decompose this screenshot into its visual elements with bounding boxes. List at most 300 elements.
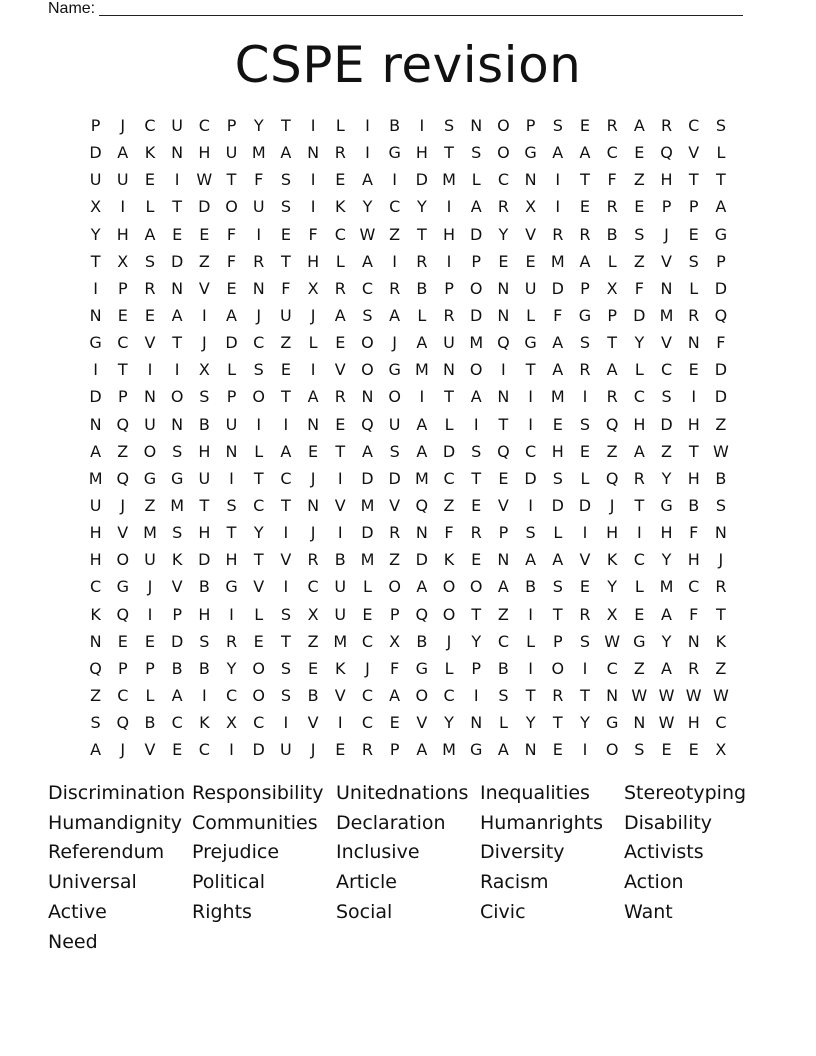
grid-letter[interactable]: B (497, 658, 509, 678)
grid-letter[interactable]: U (334, 577, 347, 597)
grid-letter[interactable]: A (361, 251, 373, 271)
grid-letter[interactable]: T (471, 604, 482, 624)
grid-letter[interactable]: O (252, 686, 266, 706)
grid-letter[interactable]: S (144, 251, 156, 271)
grid-letter[interactable]: Q (116, 468, 130, 488)
grid-letter[interactable]: Z (389, 550, 401, 570)
grid-letter[interactable]: D (252, 740, 265, 760)
grid-letter[interactable]: Z (715, 414, 727, 434)
grid-letter[interactable]: V (198, 278, 210, 298)
grid-letter[interactable]: T (716, 170, 726, 190)
grid-letter[interactable]: C (117, 333, 129, 353)
grid-letter[interactable]: L (145, 197, 155, 217)
grid-letter[interactable]: C (525, 441, 537, 461)
grid-letter[interactable]: I (582, 740, 588, 760)
grid-letter[interactable]: L (254, 604, 264, 624)
grid-letter[interactable]: Z (144, 496, 156, 516)
grid-letter[interactable]: Y (525, 713, 536, 733)
grid-letter[interactable]: B (198, 658, 210, 678)
grid-letter[interactable]: E (634, 197, 645, 217)
grid-letter[interactable]: S (172, 441, 183, 461)
grid-letter[interactable]: W (631, 686, 648, 706)
grid-letter[interactable]: I (419, 387, 425, 407)
grid-letter[interactable]: F (226, 251, 237, 271)
grid-letter[interactable]: A (497, 740, 509, 760)
grid-letter[interactable]: N (171, 414, 184, 434)
grid-letter[interactable]: W (658, 713, 675, 733)
grid-letter[interactable]: M (414, 468, 429, 488)
grid-letter[interactable]: C (253, 713, 265, 733)
grid-letter[interactable]: E (471, 496, 482, 516)
grid-letter[interactable]: R (579, 604, 591, 624)
grid-letter[interactable]: H (687, 414, 700, 434)
grid-letter[interactable]: E (335, 333, 346, 353)
grid-letter[interactable]: I (229, 468, 234, 488)
grid-letter[interactable]: X (90, 197, 102, 217)
grid-letter[interactable]: C (688, 116, 700, 136)
grid-letter[interactable]: O (469, 360, 483, 380)
grid-letter[interactable]: B (416, 278, 428, 298)
grid-letter[interactable]: S (199, 631, 210, 651)
grid-letter[interactable]: C (198, 740, 210, 760)
grid-letter[interactable]: W (359, 224, 376, 244)
grid-letter[interactable]: Z (307, 631, 319, 651)
grid-letter[interactable]: C (253, 496, 265, 516)
grid-letter[interactable]: D (198, 197, 211, 217)
grid-letter[interactable]: I (582, 523, 588, 543)
grid-letter[interactable]: S (715, 116, 726, 136)
grid-letter[interactable]: C (688, 577, 700, 597)
grid-letter[interactable]: A (633, 116, 645, 136)
grid-letter[interactable]: X (525, 197, 537, 217)
grid-letter[interactable]: R (552, 224, 564, 244)
grid-letter[interactable]: P (716, 251, 726, 271)
grid-letter[interactable]: Y (661, 550, 672, 570)
grid-letter[interactable]: S (498, 686, 509, 706)
grid-letter[interactable]: I (310, 170, 316, 190)
grid-letter[interactable]: N (606, 686, 619, 706)
grid-letter[interactable]: K (335, 197, 346, 217)
grid-letter[interactable]: Q (497, 333, 510, 353)
grid-letter[interactable]: R (443, 306, 455, 326)
grid-letter[interactable]: N (361, 387, 374, 407)
grid-letter[interactable]: W (658, 686, 675, 706)
grid-letter[interactable]: P (172, 604, 182, 624)
grid-letter[interactable]: I (229, 604, 234, 624)
grid-letter[interactable]: M (442, 170, 456, 190)
grid-letter[interactable]: C (497, 631, 509, 651)
grid-letter[interactable]: Z (443, 496, 455, 516)
grid-letter[interactable]: Y (444, 713, 454, 733)
grid-letter[interactable]: I (283, 713, 289, 733)
grid-letter[interactable]: N (307, 496, 320, 516)
grid-letter[interactable]: I (446, 197, 452, 217)
grid-letter[interactable]: E (552, 414, 563, 434)
grid-letter[interactable]: U (116, 170, 129, 190)
grid-letter[interactable]: R (253, 251, 265, 271)
grid-letter[interactable]: R (606, 116, 618, 136)
grid-letter[interactable]: I (473, 414, 479, 434)
grid-letter[interactable]: M (360, 496, 375, 516)
grid-letter[interactable]: Q (116, 604, 130, 624)
grid-letter[interactable]: I (528, 658, 533, 678)
grid-letter[interactable]: E (389, 713, 400, 733)
grid-letter[interactable]: M (550, 251, 565, 271)
grid-letter[interactable]: N (470, 116, 483, 136)
grid-letter[interactable]: S (579, 414, 591, 434)
grid-letter[interactable]: V (144, 740, 156, 760)
grid-letter[interactable]: I (283, 414, 289, 434)
grid-letter[interactable]: L (498, 713, 508, 733)
grid-letter[interactable]: H (687, 713, 700, 733)
grid-letter[interactable]: T (281, 387, 291, 407)
grid-letter[interactable]: Z (715, 658, 727, 678)
grid-letter[interactable]: F (254, 170, 264, 190)
grid-letter[interactable]: D (89, 387, 102, 407)
grid-letter[interactable]: L (363, 577, 372, 597)
grid-letter[interactable]: B (389, 116, 401, 136)
grid-letter[interactable]: O (361, 333, 374, 353)
grid-letter[interactable]: S (579, 333, 591, 353)
grid-letter[interactable]: H (687, 468, 700, 488)
grid-letter[interactable]: X (117, 251, 129, 271)
grid-letter[interactable]: I (446, 251, 452, 271)
grid-letter[interactable]: T (335, 441, 346, 461)
grid-letter[interactable]: L (526, 306, 536, 326)
grid-letter[interactable]: P (145, 658, 155, 678)
grid-letter[interactable]: N (470, 713, 483, 733)
grid-letter[interactable]: G (116, 577, 129, 597)
grid-letter[interactable]: D (551, 496, 564, 516)
grid-letter[interactable]: M (170, 496, 185, 516)
grid-letter[interactable]: V (171, 577, 183, 597)
grid-letter[interactable]: H (198, 604, 211, 624)
grid-letter[interactable]: C (117, 686, 129, 706)
grid-letter[interactable]: P (444, 278, 454, 298)
grid-letter[interactable]: U (89, 496, 102, 516)
grid-letter[interactable]: C (633, 550, 645, 570)
grid-letter[interactable]: H (198, 523, 211, 543)
grid-letter[interactable]: P (389, 604, 400, 624)
grid-letter[interactable]: H (116, 224, 129, 244)
grid-letter[interactable]: A (90, 441, 102, 461)
grid-letter[interactable]: I (147, 360, 153, 380)
grid-letter[interactable]: R (225, 631, 238, 651)
grid-letter[interactable]: P (552, 631, 563, 651)
grid-letter[interactable]: S (90, 713, 101, 733)
grid-letter[interactable]: G (605, 713, 619, 733)
grid-letter[interactable]: L (716, 143, 726, 163)
grid-letter[interactable]: I (473, 686, 479, 706)
grid-letter[interactable]: P (688, 197, 699, 217)
grid-letter[interactable]: P (471, 658, 482, 678)
grid-letter[interactable]: E (144, 170, 156, 190)
grid-letter[interactable]: G (470, 740, 483, 760)
grid-letter[interactable]: S (280, 686, 291, 706)
grid-letter[interactable]: O (442, 604, 456, 624)
grid-letter[interactable]: E (498, 251, 509, 271)
grid-letter[interactable]: A (606, 360, 618, 380)
grid-letter[interactable]: W (712, 686, 729, 706)
grid-letter[interactable]: N (415, 523, 428, 543)
grid-letter[interactable]: C (361, 631, 374, 651)
grid-letter[interactable]: P (90, 116, 101, 136)
grid-letter[interactable]: A (171, 306, 183, 326)
grid-letter[interactable]: T (607, 333, 618, 353)
grid-letter[interactable]: R (389, 278, 401, 298)
grid-letter[interactable]: M (659, 577, 674, 597)
grid-letter[interactable]: G (714, 224, 728, 244)
grid-letter[interactable]: I (501, 360, 506, 380)
grid-letter[interactable]: T (281, 116, 291, 136)
grid-letter[interactable]: R (389, 523, 401, 543)
grid-letter[interactable]: Q (605, 468, 619, 488)
grid-letter[interactable]: U (144, 550, 156, 570)
grid-letter[interactable]: P (471, 251, 482, 271)
grid-letter[interactable]: Q (415, 604, 429, 624)
grid-letter[interactable]: A (171, 686, 183, 706)
grid-letter[interactable]: H (198, 143, 211, 163)
grid-letter[interactable]: V (416, 713, 428, 733)
grid-letter[interactable]: T (634, 496, 645, 516)
name-underline[interactable] (99, 0, 743, 16)
grid-letter[interactable]: M (659, 306, 674, 326)
grid-letter[interactable]: T (444, 143, 454, 163)
grid-letter[interactable]: N (497, 306, 510, 326)
grid-letter[interactable]: J (310, 468, 316, 488)
grid-letter[interactable]: F (689, 523, 699, 543)
grid-letter[interactable]: H (633, 414, 646, 434)
grid-letter[interactable]: M (251, 143, 266, 163)
grid-letter[interactable]: C (280, 468, 292, 488)
grid-letter[interactable]: J (310, 740, 316, 760)
grid-letter[interactable]: T (226, 523, 237, 543)
grid-letter[interactable]: E (253, 631, 264, 651)
grid-letter[interactable]: T (525, 360, 536, 380)
grid-letter[interactable]: U (252, 197, 265, 217)
grid-letter[interactable]: L (607, 251, 617, 271)
grid-letter[interactable]: O (469, 577, 483, 597)
grid-letter[interactable]: K (171, 550, 183, 570)
grid-letter[interactable]: Z (280, 333, 292, 353)
grid-letter[interactable]: U (144, 414, 156, 434)
grid-letter[interactable]: T (688, 441, 699, 461)
grid-letter[interactable]: F (444, 523, 454, 543)
grid-letter[interactable]: P (525, 116, 536, 136)
grid-letter[interactable]: X (307, 604, 319, 624)
grid-letter[interactable]: V (334, 686, 346, 706)
grid-letter[interactable]: B (334, 550, 346, 570)
grid-letter[interactable]: O (361, 360, 374, 380)
grid-letter[interactable]: A (416, 414, 428, 434)
grid-letter[interactable]: L (308, 333, 318, 353)
grid-letter[interactable]: E (226, 278, 237, 298)
grid-letter[interactable]: H (198, 441, 211, 461)
grid-letter[interactable]: V (253, 577, 265, 597)
grid-letter[interactable]: W (196, 170, 213, 190)
grid-letter[interactable]: A (552, 143, 564, 163)
grid-letter[interactable]: B (606, 224, 618, 244)
grid-letter[interactable]: O (388, 577, 401, 597)
grid-letter[interactable]: D (225, 333, 238, 353)
grid-letter[interactable]: G (524, 143, 537, 163)
grid-letter[interactable]: W (685, 686, 702, 706)
grid-letter[interactable]: T (117, 360, 128, 380)
grid-letter[interactable]: L (553, 523, 563, 543)
grid-letter[interactable]: B (416, 631, 428, 651)
grid-letter[interactable]: Y (362, 197, 373, 217)
grid-letter[interactable]: E (117, 631, 128, 651)
grid-letter[interactable]: A (416, 441, 428, 461)
grid-letter[interactable]: S (552, 116, 563, 136)
grid-letter[interactable]: O (469, 278, 483, 298)
grid-letter[interactable]: E (634, 143, 645, 163)
grid-letter[interactable]: A (90, 740, 102, 760)
grid-letter[interactable]: Q (116, 414, 130, 434)
grid-letter[interactable]: E (308, 658, 319, 678)
grid-letter[interactable]: I (392, 170, 398, 190)
grid-letter[interactable]: E (688, 740, 699, 760)
grid-letter[interactable]: O (252, 658, 266, 678)
grid-letter[interactable]: T (226, 170, 237, 190)
grid-letter[interactable]: N (307, 143, 320, 163)
grid-letter[interactable]: N (633, 713, 646, 733)
grid-letter[interactable]: Z (661, 441, 673, 461)
grid-letter[interactable]: T (498, 414, 509, 434)
grid-letter[interactable]: V (389, 496, 401, 516)
grid-letter[interactable]: S (688, 251, 699, 271)
grid-letter[interactable]: F (226, 224, 237, 244)
grid-letter[interactable]: A (361, 441, 373, 461)
grid-letter[interactable]: Y (253, 523, 264, 543)
grid-letter[interactable]: A (470, 387, 482, 407)
grid-letter[interactable]: B (525, 577, 537, 597)
grid-letter[interactable]: C (225, 686, 238, 706)
grid-letter[interactable]: E (634, 604, 645, 624)
grid-letter[interactable]: C (633, 387, 645, 407)
grid-letter[interactable]: P (661, 197, 672, 217)
grid-letter[interactable]: M (333, 631, 348, 651)
grid-letter[interactable]: H (89, 523, 102, 543)
grid-letter[interactable]: R (660, 116, 673, 136)
grid-letter[interactable]: J (120, 740, 126, 760)
grid-letter[interactable]: F (390, 658, 400, 678)
grid-letter[interactable]: L (254, 441, 264, 461)
grid-letter[interactable]: M (550, 387, 565, 407)
grid-letter[interactable]: J (664, 224, 669, 244)
grid-letter[interactable]: N (143, 387, 156, 407)
grid-letter[interactable]: V (144, 333, 156, 353)
grid-letter[interactable]: N (89, 306, 102, 326)
grid-letter[interactable]: C (198, 116, 210, 136)
grid-letter[interactable]: E (335, 740, 346, 760)
grid-letter[interactable]: D (415, 170, 428, 190)
grid-letter[interactable]: A (661, 658, 672, 678)
grid-letter[interactable]: B (144, 713, 156, 733)
grid-letter[interactable]: E (579, 116, 591, 136)
grid-letter[interactable]: A (715, 197, 727, 217)
grid-letter[interactable]: O (143, 441, 157, 461)
grid-letter[interactable]: U (198, 468, 211, 488)
grid-letter[interactable]: Y (634, 333, 645, 353)
grid-letter[interactable]: K (335, 658, 346, 678)
grid-letter[interactable]: K (443, 550, 455, 570)
grid-letter[interactable]: Z (389, 224, 401, 244)
grid-letter[interactable]: S (525, 523, 536, 543)
grid-letter[interactable]: L (227, 360, 236, 380)
grid-letter[interactable]: Z (198, 251, 210, 271)
grid-letter[interactable]: A (416, 577, 428, 597)
grid-letter[interactable]: G (633, 631, 646, 651)
grid-letter[interactable]: J (120, 116, 126, 136)
grid-letter[interactable]: T (416, 224, 427, 244)
grid-letter[interactable]: I (201, 306, 207, 326)
grid-letter[interactable]: D (470, 224, 483, 244)
grid-letter[interactable]: T (580, 170, 590, 190)
grid-letter[interactable]: O (170, 387, 184, 407)
grid-letter[interactable]: N (714, 523, 727, 543)
grid-letter[interactable]: B (688, 496, 700, 516)
grid-letter[interactable]: V (280, 550, 292, 570)
grid-letter[interactable]: A (579, 251, 591, 271)
grid-letter[interactable]: Q (361, 414, 374, 434)
grid-letter[interactable]: Z (633, 658, 645, 678)
grid-letter[interactable]: I (229, 740, 234, 760)
grid-letter[interactable]: N (497, 387, 510, 407)
grid-letter[interactable]: C (606, 658, 618, 678)
grid-letter[interactable]: O (225, 197, 238, 217)
grid-letter[interactable]: U (225, 143, 238, 163)
grid-letter[interactable]: L (335, 251, 345, 271)
grid-letter[interactable]: J (392, 333, 398, 353)
grid-letter[interactable]: C (660, 360, 673, 380)
grid-letter[interactable]: V (334, 496, 346, 516)
grid-letter[interactable]: S (634, 224, 645, 244)
grid-letter[interactable]: O (497, 143, 510, 163)
grid-letter[interactable]: K (606, 550, 618, 570)
grid-letter[interactable]: E (308, 441, 319, 461)
grid-letter[interactable]: E (144, 631, 156, 651)
grid-letter[interactable]: N (252, 278, 265, 298)
grid-letter[interactable]: S (253, 360, 264, 380)
grid-letter[interactable]: I (337, 523, 343, 543)
grid-letter[interactable]: T (281, 631, 291, 651)
grid-letter[interactable]: D (714, 278, 728, 298)
grid-letter[interactable]: J (446, 631, 452, 651)
grid-letter[interactable]: E (471, 550, 482, 570)
grid-letter[interactable]: D (170, 251, 184, 271)
grid-letter[interactable]: D (388, 468, 401, 488)
grid-letter[interactable]: X (715, 740, 727, 760)
grid-letter[interactable]: S (552, 577, 563, 597)
grid-letter[interactable]: T (172, 333, 183, 353)
grid-letter[interactable]: I (93, 278, 98, 298)
grid-letter[interactable]: H (687, 550, 700, 570)
grid-letter[interactable]: R (416, 251, 428, 271)
grid-letter[interactable]: T (90, 251, 101, 271)
grid-letter[interactable]: T (688, 170, 699, 190)
grid-letter[interactable]: V (661, 251, 672, 271)
grid-letter[interactable]: I (528, 387, 533, 407)
grid-letter[interactable]: Y (253, 116, 264, 136)
grid-letter[interactable]: L (634, 577, 644, 597)
grid-letter[interactable]: W (604, 631, 621, 651)
grid-letter[interactable]: I (310, 197, 316, 217)
grid-letter[interactable]: I (582, 658, 588, 678)
grid-letter[interactable]: I (582, 387, 588, 407)
grid-letter[interactable]: Q (415, 496, 429, 516)
grid-letter[interactable]: F (308, 224, 318, 244)
